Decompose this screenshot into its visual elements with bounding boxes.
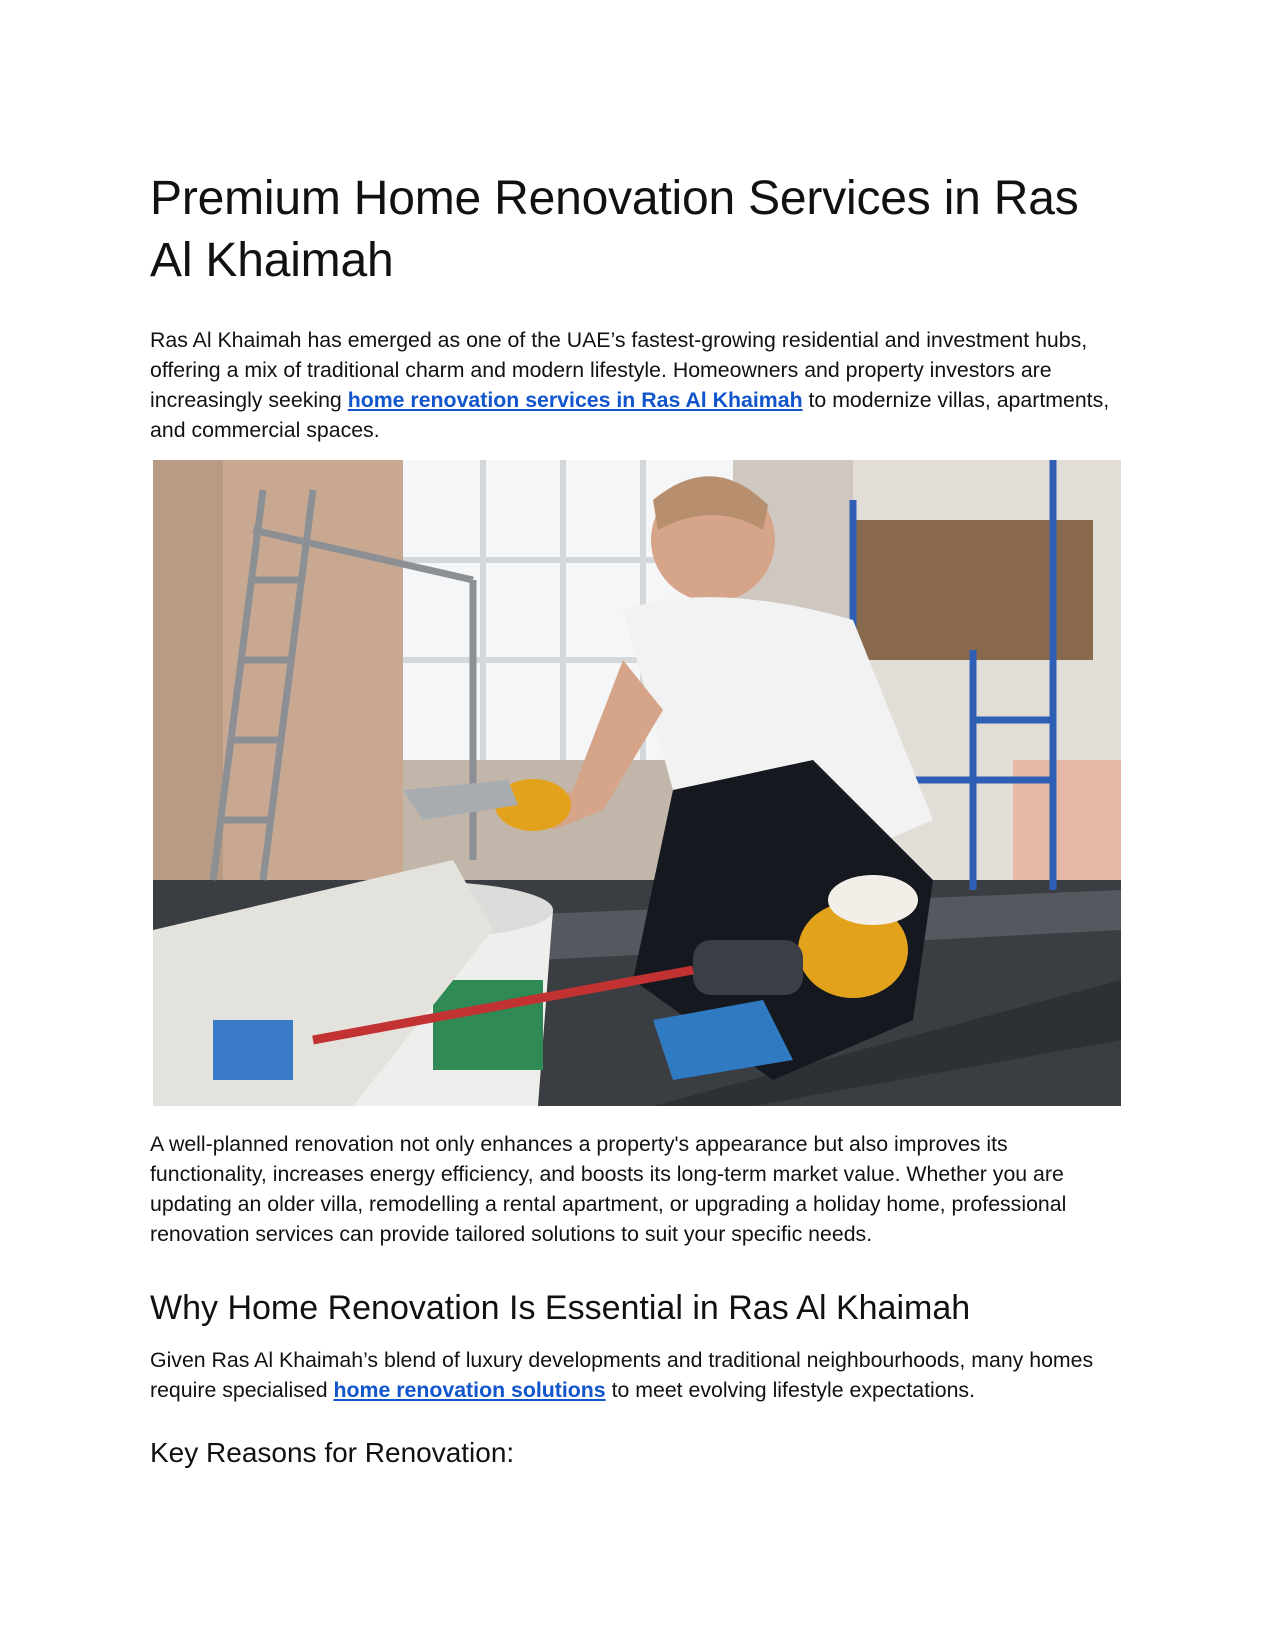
sub-heading: Key Reasons for Renovation: <box>150 1437 515 1468</box>
section-heading: Why Home Renovation Is Essential in Ras Al Khaimah <box>150 1289 971 1327</box>
section-paragraph <box>150 1345 1125 1405</box>
intro-paragraph <box>150 325 1125 445</box>
benefits-paragraph: A well-planned renovation not only enhances a property's appearance but also improves its functionality, increases energy efficiency, and boosts its long-term market value. Whether you are updating an older villa, remodelling a rental apartment, or upgrading a holiday home, professional renovation services can provide tailored solutions to suit your specific needs. <box>150 1132 1067 1246</box>
renovation-worker-photo <box>153 460 1121 1106</box>
intro-text-before: Ras Al Khaimah has emerged as one of the UAE’s fastest-growing residential and investment hubs, offering a mix of traditional charm and modern lifestyle. Homeowners and property investors are increasingly seeking <box>150 328 1088 412</box>
page-title: Premium Home Renovation Services in Ras Al Khaimah <box>150 172 1079 287</box>
section-text-after: to meet evolving lifestyle expectations. <box>605 1378 975 1402</box>
renovation-solutions-link[interactable]: home renovation solutions <box>333 1378 606 1402</box>
section-text-before: Given Ras Al Khaimah’s blend of luxury developments and traditional neighbourhoods, many homes require specialised <box>150 1348 1094 1402</box>
intro-text-after: to modernize villas, apartments, and commercial spaces. <box>150 388 1110 442</box>
renovation-services-link[interactable]: home renovation services in Ras Al Khaimah <box>347 388 803 412</box>
